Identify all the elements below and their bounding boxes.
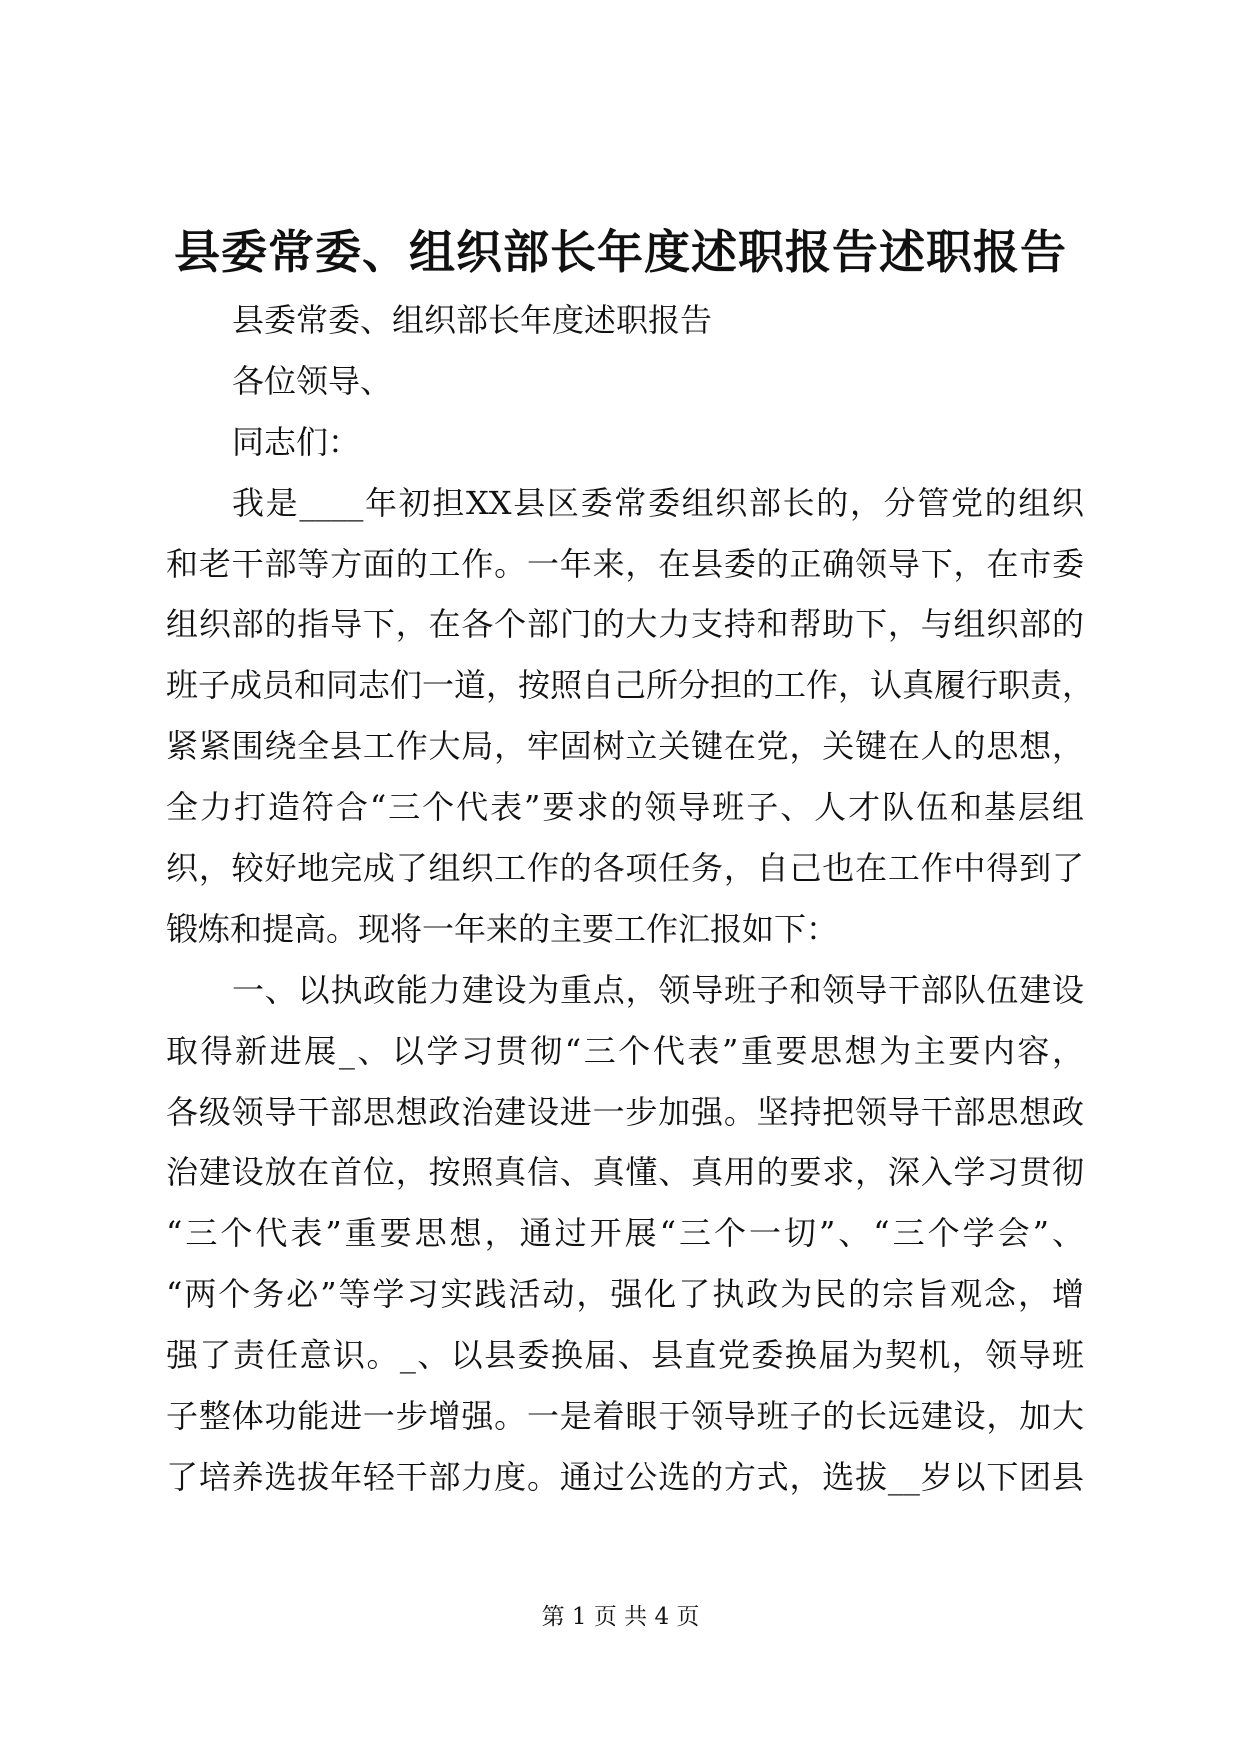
document-title: 县委常委、组织部长年度述职报告述职报告	[174, 225, 1067, 279]
paragraph-line: 织，较好地完成了组织工作的各项任务，自己也在工作中得到了	[166, 849, 1084, 888]
paragraph-line: 了培养选拔年轻干部力度。通过公选的方式，选拔__岁以下团县	[166, 1457, 1084, 1496]
paragraph-line: 取得新进展_、以学习贯彻“三个代表”重要思想为主要内容，	[166, 1031, 1084, 1070]
page-footer: 第 1 页 共 4 页	[541, 1604, 700, 1630]
paragraph-line: 紧紧围绕全县工作大局，牢固树立关键在党，关键在人的思想，	[166, 727, 1084, 766]
paragraph-line: 各级领导干部思想政治建设进一步加强。坚持把领导干部思想政	[166, 1092, 1084, 1131]
paragraph-line: “两个务必”等学习实践活动，强化了执政为民的宗旨观念，增	[166, 1275, 1084, 1314]
paragraph-line: 子整体功能进一步增强。一是着眼于领导班子的长远建设，加大	[166, 1397, 1084, 1436]
paragraph-line: 全力打造符合“三个代表”要求的领导班子、人才队伍和基层组	[166, 788, 1084, 827]
salutation-line: 同志们：	[232, 422, 361, 461]
document-subtitle: 县委常委、组织部长年度述职报告	[232, 301, 713, 339]
paragraph-line: 和老干部等方面的工作。一年来，在县委的正确领导下，在市委	[166, 544, 1084, 583]
paragraph-line: 班子成员和同志们一道，按照自己所分担的工作，认真履行职责，	[166, 666, 1095, 705]
paragraph-line: 强了责任意识。_、以县委换届、县直党委换届为契机，领导班	[166, 1336, 1084, 1375]
paragraph-line: 组织部的指导下，在各个部门的大力支持和帮助下，与组织部的	[166, 605, 1084, 644]
paragraph-line: 治建设放在首位，按照真信、真懂、真用的要求，深入学习贯彻	[166, 1153, 1084, 1192]
paragraph-line: 一、以执政能力建设为重点，领导班子和领导干部队伍建设	[232, 970, 1084, 1009]
salutation-line: 各位领导、	[232, 361, 393, 400]
paragraph-line: “三个代表”重要思想，通过开展“三个一切”、“三个学会”、	[166, 1214, 1084, 1253]
document-body	[166, 290, 1095, 1508]
paragraph-line: 锻炼和提高。现将一年来的主要工作汇报如下：	[166, 909, 839, 948]
paragraph-line: 我是____年初担XX县区委常委组织部长的，分管党的组织	[232, 483, 1084, 522]
